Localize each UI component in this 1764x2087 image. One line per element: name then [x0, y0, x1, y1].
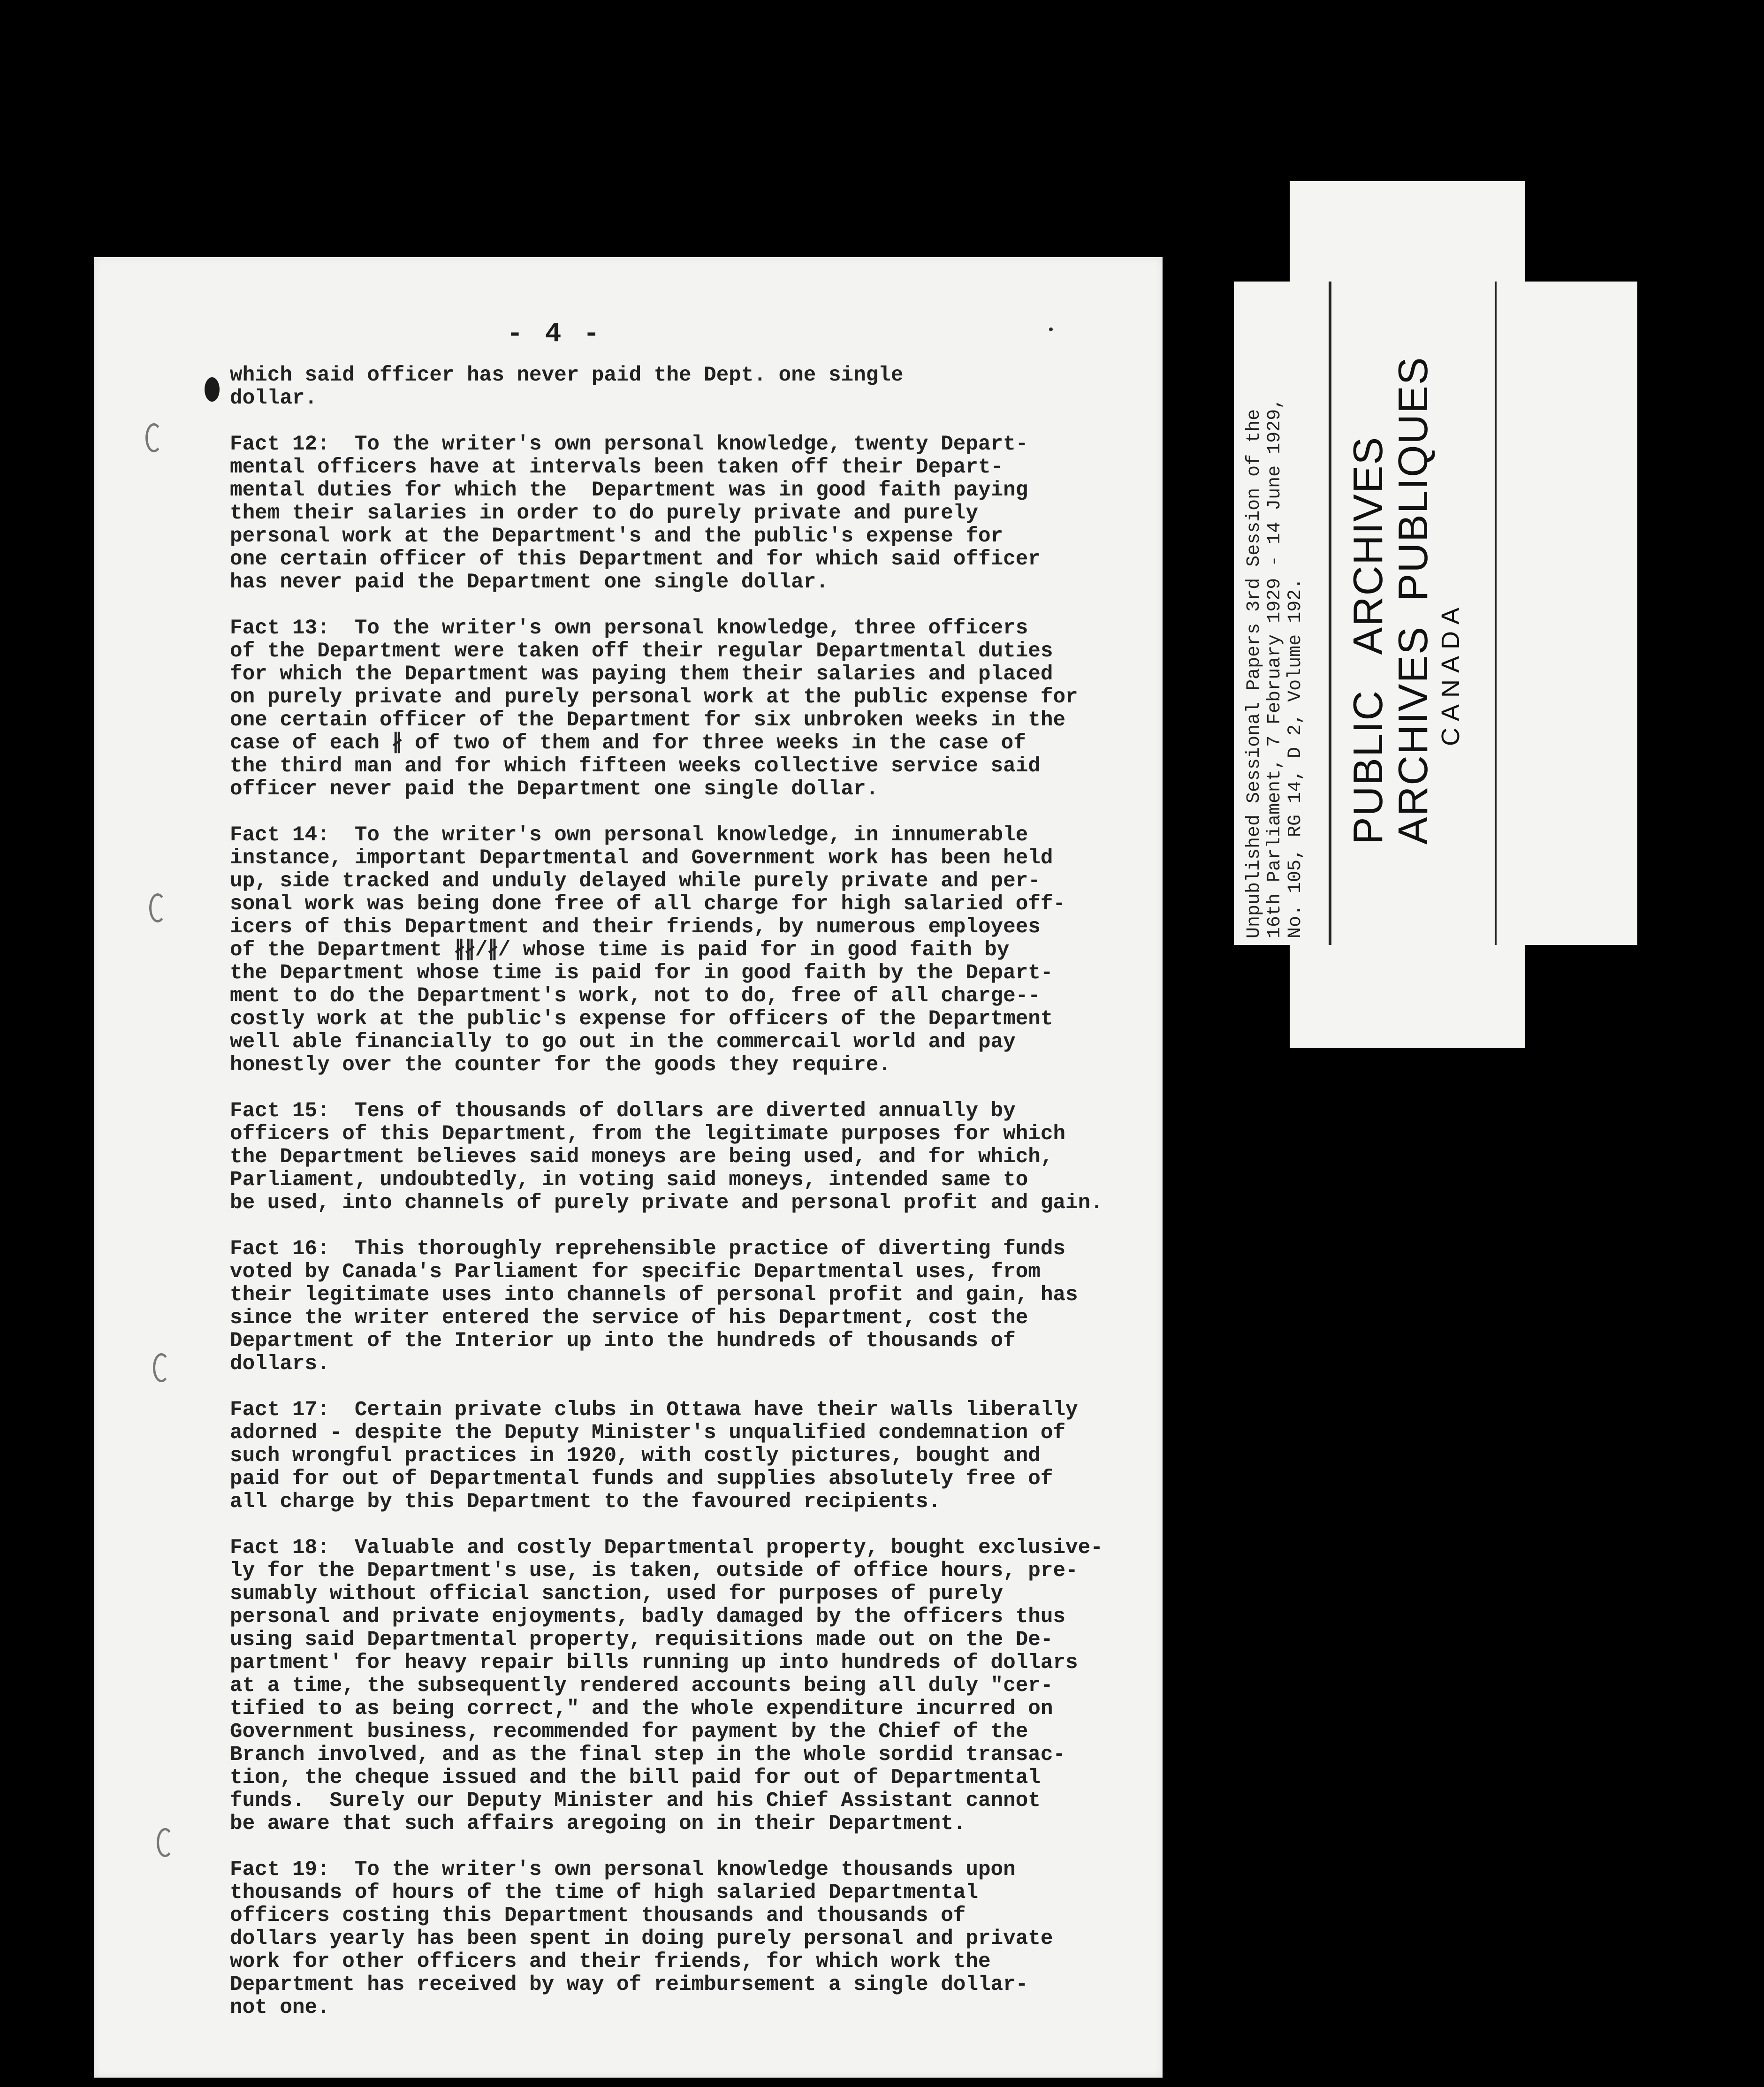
- stamp-canada: CANADA: [1437, 601, 1465, 746]
- blank-line: [230, 1514, 1262, 1537]
- citation-line: No. 105, RG 14, D 2, Volume 192.: [1285, 578, 1306, 938]
- text-line: on purely private and purely personal work at the public expense for: [230, 686, 1078, 709]
- text-line: since the writer entered the service of his Department, cost the: [230, 1306, 1028, 1330]
- text-line: thousands of hours of the time of high salaried Departmental: [230, 1881, 978, 1904]
- binding-hole-mark: [205, 377, 220, 402]
- text-line: sumably without official sanction, used for purposes of purely: [230, 1582, 1004, 1606]
- text-line: well able financially to go out in the commercail world and pay: [230, 1030, 1016, 1054]
- blank-line: [230, 1836, 1262, 1858]
- text-line: Fact 15: Tens of thousands of dollars are diverted annually by: [230, 1099, 1016, 1123]
- text-line: funds. Surely our Deputy Minister and his Chief Assistant cannot: [230, 1789, 1041, 1813]
- text-line: ment to do the Department's work, not to do, free of all charge--: [230, 984, 1041, 1008]
- blank-line: [230, 594, 1262, 617]
- label-divider: [1495, 282, 1497, 945]
- text-line: of the Department were taken off their regular Departmental duties: [230, 640, 1053, 663]
- text-line: at a time, the subsequently rendered accounts being all duly "cer-: [230, 1674, 1053, 1698]
- text-line: work for other officers and their friends, for which work the: [230, 1950, 991, 1973]
- text-line: up, side tracked and unduly delayed while purely private and per-: [230, 869, 1041, 893]
- text-line: mental duties for which the Department was in good faith paying: [230, 479, 1028, 502]
- text-line: the Department believes said moneys are being used, and for which,: [230, 1145, 1053, 1169]
- text-line: one certain officer of the Department for six unbroken weeks in the: [230, 708, 1066, 732]
- text-line: using said Departmental property, requisitions made out on the De-: [230, 1628, 1053, 1652]
- text-line: Fact 18: Valuable and costly Departmental property, bought exclusive-: [230, 1536, 1103, 1560]
- blank-line: [230, 1215, 1262, 1238]
- text-line: dollars yearly has been spent in doing purely personal and private: [230, 1927, 1053, 1950]
- stamp-archives-publiques: ARCHIVES PUBLIQUES: [1390, 356, 1436, 845]
- text-line: costly work at the public's expense for officers of the Department: [230, 1007, 1053, 1031]
- text-line: Government business, recommended for payment by the Chief of the: [230, 1720, 1028, 1744]
- text-line: Department has received by way of reimbursement a single dollar-: [230, 1973, 1028, 1996]
- text-line: the third man and for which fifteen weeks collective service said: [230, 754, 1041, 778]
- archive-citation: [1244, 235, 1306, 938]
- text-line: them their salaries in order to do purely private and purely: [230, 502, 978, 525]
- text-line: partment' for heavy repair bills running up into hundreds of dollars: [230, 1651, 1078, 1675]
- text-line: be aware that such affairs aregoing on in their Department.: [230, 1812, 966, 1836]
- text-line: instance, important Departmental and Government work has been held: [230, 846, 1053, 870]
- blank-line: [230, 801, 1262, 824]
- stamp-public-archives: PUBLIC ARCHIVES: [1345, 436, 1391, 845]
- text-line: Fact 14: To the writer's own personal knowledge, in innumerable: [230, 823, 1028, 847]
- citation-line: Unpublished Sessional Papers 3rd Session of the: [1244, 409, 1265, 938]
- text-line: Parliament, undoubtedly, in voting said moneys, intended same to: [230, 1168, 1028, 1192]
- typed-text-block: [230, 364, 1262, 2019]
- text-line: Department of the Interior up into the hundreds of thousands of: [230, 1329, 1016, 1353]
- binding-hole-mark: [157, 1828, 174, 1857]
- text-line: Fact 16: This thoroughly reprehensible practice of diverting funds: [230, 1237, 1066, 1261]
- text-line: Fact 19: To the writer's own personal knowledge thousands upon: [230, 1858, 1016, 1881]
- text-line: tion, the cheque issued and the bill paid for out of Departmental: [230, 1766, 1041, 1790]
- text-line: sonal work was being done free of all charge for high salaried off-: [230, 892, 1066, 916]
- text-line: officer never paid the Department one single dollar.: [230, 777, 879, 801]
- text-line: officers of this Department, from the legitimate purposes for which: [230, 1122, 1066, 1146]
- ink-dot: [1049, 328, 1053, 331]
- label-divider: [1329, 282, 1331, 945]
- text-line: honestly over the counter for the goods they require.: [230, 1053, 891, 1077]
- archives-stamp: [1346, 328, 1466, 845]
- text-line: Branch involved, and as the final step in the whole sordid transac-: [230, 1743, 1066, 1767]
- text-line: Fact 13: To the writer's own personal knowledge, three officers: [230, 617, 1028, 640]
- text-line: Fact 17: Certain private clubs in Ottawa have their walls liberally: [230, 1398, 1078, 1422]
- text-line: for which the Department was paying them their salaries and placed: [230, 663, 1053, 686]
- blank-line: [230, 410, 1262, 433]
- blank-line: [230, 1077, 1262, 1100]
- archive-label-tab: [1497, 282, 1637, 945]
- binding-hole-mark: [149, 893, 166, 922]
- text-line: case of each ∦ of two of them and for three weeks in the case of: [230, 731, 1026, 755]
- text-line: icers of this Department and their friends, by numerous employees: [230, 915, 1041, 939]
- text-line: ly for the Department's use, is taken, outside of office hours, pre-: [230, 1559, 1078, 1583]
- text-line: has never paid the Department one single dollar.: [230, 571, 829, 594]
- text-line: adorned - despite the Deputy Minister's unqualified condemnation of: [230, 1421, 1066, 1445]
- text-line: the Department whose time is paid for in good faith by the Depart-: [230, 961, 1053, 985]
- text-line: all charge by this Department to the favoured recipients.: [230, 1490, 941, 1514]
- binding-hole-mark: [153, 1353, 170, 1382]
- text-line: mental officers have at intervals been taken off their Depart-: [230, 456, 1004, 479]
- blank-line: [230, 1376, 1262, 1399]
- text-line: such wrongful practices in 1920, with costly pictures, bought and: [230, 1444, 1041, 1468]
- text-line: their legitimate uses into channels of personal profit and gain, has: [230, 1283, 1078, 1307]
- text-line: be used, into channels of purely private and personal profit and gain.: [230, 1191, 1103, 1215]
- text-line: dollar.: [230, 387, 318, 410]
- citation-line: 16th Parliament, 7 February 1929 - 14 June 1929,: [1264, 397, 1285, 938]
- text-line: tified to as being correct," and the whole expenditure incurred on: [230, 1697, 1053, 1721]
- text-line: not one.: [230, 1996, 330, 2019]
- text-line: Fact 12: To the writer's own personal knowledge, twenty Depart-: [230, 433, 1028, 456]
- text-line: personal work at the Department's and the public's expense for: [230, 525, 1004, 548]
- text-line: paid for out of Departmental funds and supplies absolutely free of: [230, 1467, 1053, 1491]
- page-number: - 4 -: [507, 319, 603, 350]
- binding-hole-mark: [145, 423, 162, 452]
- text-line: personal and private enjoyments, badly damaged by the officers thus: [230, 1605, 1066, 1629]
- text-line: dollars.: [230, 1352, 330, 1376]
- text-line: officers costing this Department thousands and thousands of: [230, 1904, 966, 1927]
- text-line: voted by Canada's Parliament for specific Departmental uses, from: [230, 1260, 1041, 1284]
- text-line: which said officer has never paid the Dept. one single: [230, 364, 904, 387]
- text-line: one certain officer of this Department and for which said officer: [230, 548, 1041, 571]
- document-page: [94, 257, 1163, 2078]
- text-line: of the Department ∦∦/∦/ whose time is paid for in good faith by: [230, 938, 1010, 962]
